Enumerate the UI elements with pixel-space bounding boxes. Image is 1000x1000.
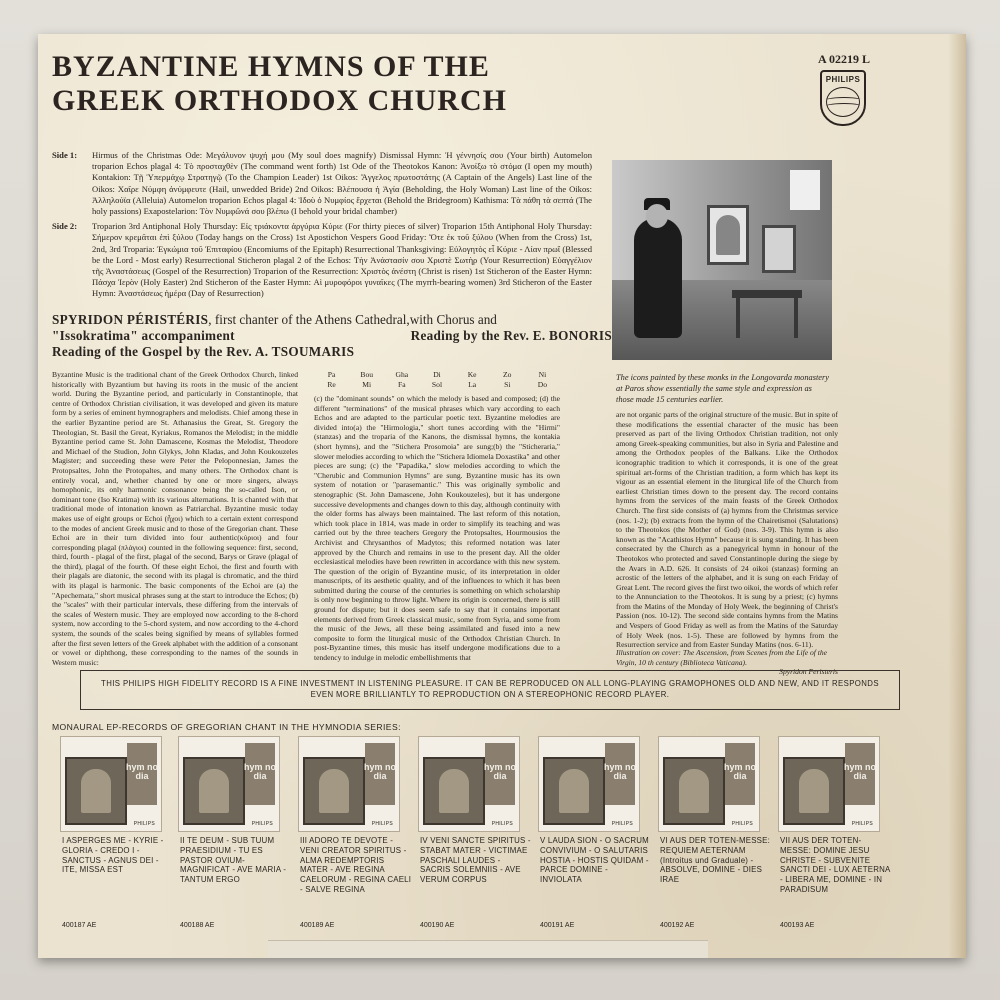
record-number: 400188 AE — [180, 922, 215, 929]
sleeve-bottom-wear — [268, 940, 708, 958]
thumb-brand: PHILIPS — [371, 821, 393, 827]
catalog-number: A 02219 L — [818, 52, 871, 66]
scale-cell: Pa — [327, 370, 336, 379]
hymnodia-logo: hym no dia — [243, 762, 276, 781]
record-thumbnail — [538, 736, 640, 832]
hymnodia-logo: hym no dia — [363, 762, 396, 781]
record-thumbnail — [658, 736, 760, 832]
credits-line-3 — [52, 344, 612, 360]
photo-table-leg — [794, 298, 798, 338]
chanter-name: SPYRIDON PÉRISTÉRIS — [52, 312, 209, 327]
side-2-label: Side 2: — [52, 221, 78, 232]
liner-notes-column-1: Byzantine Music is the traditional chant of the Greek Orthodox Church, linked historically with Byzantium but having its roots in the music of the ancient world. During the Byzantine period, and particularly in Constantinople, that centre of Orthodox Christian civilisation, it was developed and given its mature form by a series of eminent hymnographers and melodists. Chief among these in the earlier Byzantine period are St. Athanasius the Great, St. Gregory the Theologian, St. Basil the Great, Kyriakus, Romanos the Melodist; in the middle Byzantine period came St. John Damascene, Kosmas the Melodist, Theodore and Michael of the Studion, John Glykys, John Kladas, and John Koukouzeles Magister; and succeeding these were Peter the Peloponnesian, James the Protopsaltes, John the Protopaltes, and many others. The Orthodox chant is entirely vocal, and, whether chanted by one or more singers, always homophonic, its only harmonic consonance being the so-called Ison, or dominant tone (Iso Kratima) with its various alternations. It is chanted with that traditional mode of intonation known as Patriarchal. Byzantine music today makes use of eight groups or Echoi (ἦχοι) which to a certain extent correspond to the modes of ancient Greek music and to those of the Gregorian chant. These Echoi are in their turn divided into four authentic(κύριοι) and four corresponding plagal (πλάγιοι) counted in the following sequence: first, second, third, fourth - plagal of the first, plagal of the second, Barys or Grave (plagal of the third), plagal of the fourth. Of these eight Echoi, the first and fourth with their plagals are diatonic, the second with its plagal is chromatic, and the third with its plagal is harmonic. The basic components of the Echoi are (a) the "Apechemata," short musical phrases sung at the start to introduce the Echos; (b) the "scales" with their particular intervals, these differing from the intervals of the scales of Western music. They are employed now according to the 8-chord system, now according to the 5-chord system, and now according to the 4-chord system, the sounds of the scales being signified by means of syllables formed after the first seven letters of the Greek alphabet with the addition of a consonant or vowel or diphthong, these corresponding to the names of the sounds in Western music: — [52, 370, 298, 667]
side-2 — [52, 221, 592, 299]
photo-monk-head — [646, 204, 668, 228]
track-listing — [52, 150, 592, 304]
record-item — [290, 736, 412, 936]
side-1-tracks: Hirmus of the Christmas Ode: Μεγάλυνον ψυχή μου (My soul does magnify) Dismissal Hymn: Ἡ γέννησίς σου (Your birth) Automelon troparion Echos plagal 4: Τὸ προσταχθὲν (The command went forth) 1st Ode of the Theotokos Kanon: Ἀνοίξω τὸ στόμα (I open my mouth) Kontakion: Τῇ Ὑπερμάχῳ Στρατηγῷ (To the Champion Leader) 1st Oikos: Ἄγγελος πρωτοστάτης (A Captain of the Angels) Last line of the Oikos: Χαῖρε Νύμφη ἀνύμφευτε (Hail, unwedded Bride) 2nd Oikos: Βλέπουσα ἡ Ἁγία (Beholding, the Holy Woman) Last line of the Oikos: Ἀλληλούϊα (Alleluia) Automelon troparion Echos plagal 4: Ἰδοὺ ὁ Νυμφίος ἔρχεται (Behold the Bridegroom) Kathisma: Τὰ πάθη τὰ σεπτά (The holy passions) Exapostelarion: Τὸν Νυμφῶνά σου βλέπω (I behold your bridal chamber) — [92, 150, 592, 217]
scale-cell: Do — [537, 379, 548, 389]
record-thumbnail — [60, 736, 162, 832]
thumb-brand: PHILIPS — [611, 821, 633, 827]
philips-logo-text: PHILIPS — [825, 75, 861, 84]
photo-monk — [634, 218, 682, 338]
record-artwork — [663, 757, 725, 825]
scale-cell: Ke — [467, 370, 477, 379]
scale-cell: Si — [504, 379, 511, 389]
performer-credits — [52, 312, 612, 360]
credits-line-2 — [52, 328, 612, 344]
record-item — [650, 736, 768, 936]
thumb-brand: PHILIPS — [851, 821, 873, 827]
record-title: III ADORO TE DEVOTE - VENI CREATOR SPIRITUS - ALMA REDEMPTORIS MATER - AVE REGINA CAELORUM - REGINA CAELI - SALVE REGINA — [300, 836, 412, 894]
thumb-brand: PHILIPS — [491, 821, 513, 827]
record-item — [770, 736, 891, 936]
record-title: IV VENI SANCTE SPIRITUS - STABAT MATER - VICTIMAE PASCHALI LAUDES - SACRIS SOLEMNIIS - AVE VERUM CORPUS — [420, 836, 531, 885]
album-title-line2: GREEK ORTHODOX CHURCH — [52, 84, 507, 117]
chanter-role: , first chanter of the Athens Cathedral,with Chorus and — [208, 312, 497, 327]
record-artwork — [183, 757, 245, 825]
scale-cell: Zo — [503, 370, 512, 379]
hymnodia-logo: hym no dia — [603, 762, 636, 781]
hymnodia-logo: hym no dia — [483, 762, 516, 781]
record-number: 400189 AE — [300, 922, 335, 929]
thumb-brand: PHILIPS — [133, 821, 155, 827]
record-number: 400192 AE — [660, 922, 695, 929]
scale-cell: Gha — [395, 370, 409, 379]
thumb-brand: PHILIPS — [731, 821, 753, 827]
credits-line-1 — [52, 312, 612, 328]
record-title: II TE DEUM - SUB TUUM PRAESIDIUM - TU ES PASTOR OVIUM-MAGNIFICAT - AVE MARIA - TANTUM ERGO — [180, 836, 287, 885]
scale-syllable-table — [314, 370, 560, 389]
album-title — [52, 50, 612, 118]
photo-easel-2 — [762, 225, 796, 273]
scale-cell: Ni — [538, 370, 547, 379]
philips-waves-icon — [826, 87, 860, 117]
record-number: 400193 AE — [780, 922, 815, 929]
thumb-brand: PHILIPS — [251, 821, 273, 827]
photo-table-leg — [736, 298, 740, 338]
record-item — [410, 736, 531, 936]
hymnodia-logo: hym no dia — [723, 762, 756, 781]
photo-caption: The icons painted by these monks in the Longovarda monastery at Paros show essentially the same style and expression as those made 15 centuries earlier. — [616, 373, 829, 404]
record-item — [170, 736, 288, 936]
scale-cell: Bou — [360, 370, 374, 379]
sleeve-spine-edge — [948, 34, 966, 958]
photo-table — [732, 290, 802, 298]
record-thumbnail — [298, 736, 400, 832]
hifi-notice-box: THIS PHILIPS HIGH FIDELITY RECORD IS A FINE INVESTMENT IN LISTENING PLEASURE. IT CAN BE REPRODUCED ON ALL LONG-PLAYING GRAMOPHONES OLD AND NEW, AND IT RESPONDS EVEN MORE BRILLIANTLY TO REPRODUCTION ON A STEREOPHONIC RECORD PLAYER. — [80, 670, 900, 710]
record-artwork — [543, 757, 605, 825]
record-artwork — [303, 757, 365, 825]
record-artwork — [783, 757, 845, 825]
liner-notes-column-3: are not organic parts of the original structure of the music. But in spite of these modifications the essential character of the music has been preserved as part of the living Orthodox Christian tradition, not only among Greek-speaking communities, but also in Syria and Palestine and among the Orthodox peoples of the Balkans. Like the Orthodox iconographic tradition to which it corresponds, it is one of the great spiritual art-forms of the Christian tradition, a form which has kept its vigour as an essential element in the liturgical life of the Church from earliest Christian times down to the present day. The record contains hymns from the services of the main feasts of the Greek Orthodox Church. The first side consists of (a) hymns from the Christmas service (nos. 1-2); (b) extracts from the hymn of the Chairetismoi (Salutations) to the Theotokos (the Mother of God) (nos. 3-9). This hymn is also known as the "Acathistos Hymn" because it is sung standing. It has been consecrated by the Church as a panegyrical hymn in honour of the Theotokos who protected and saved Constantinople during the siege by the Avars in A.D. 626. It consists of 24 oikoi (stanzas) forming an acrostic of the letters of the alphabet, and it is sung on each Friday of Great Lent. The record gives the first two oikoi, the words of which refer to the Annunciation to the Theotokos. It is sung by a priest; (c) hymns from the Matins of the Monday of Holy Week, the beginning of Christ's Passion (nos. 10-12). The second side contains hymns from the Matins and Vespers of Good Friday as well as from the Matins of the Saturday of Holy Week (nos. 1-5). These are followed by hymns from the Resurrection service and from Easter Sunday Matins (nos. 6-11). — [616, 410, 838, 650]
scale-cell: Sol — [431, 379, 443, 389]
philips-shield-logo — [820, 70, 866, 126]
scale-cell: Fa — [398, 379, 406, 389]
cover-note-text: Illustration on cover: The Ascension, from Scenes from the Life of the Virgin, 10 th century (Biblioteca Vaticana). — [616, 648, 828, 667]
record-artwork — [65, 757, 127, 825]
scale-cell: La — [468, 379, 477, 389]
photo-icon-figure — [716, 215, 740, 255]
scale-cell: Mi — [362, 379, 372, 389]
side-1-label: Side 1: — [52, 150, 78, 160]
hymnodia-records-row — [52, 736, 912, 936]
liner-notes-column-2: (c) the "dominant sounds" on which the melody is based and composed; (d) the different "terminations" of the musical phrases which vary according to each Echos and are adapted to the particular poetic text. Byzantine melodies are divided into(a) the "Hirmologia," short tunes according with the "Hirmi" (stanzas) and the troparia of the Kanons, the dismissal hymns, the kontakia (short hymns), and the "Stichera Prosomoia" are sung;(b) the "Sticheraria," slower melodies according to which the "Stichera Idiomela Doxastika" and other pieces are sung; (c) the "Papadika," slow melodies according to which the "Cherubic and Communion Hymns" are sung. Byzantine music has its own system of notation or "parasemantic." This was originally symbolic and stenographic (St. John Damascene, John Koukouzeles), but it has undergone successive developments and changes down to this day, although continuity with the older forms has always been maintained. The last reform of this notation, which took place in 1814, was made in order to simplify its teaching and was carried out by the three teachers Gregory the Protopsaltes, Hourmousios the Archivist and Chrysanthos of Madytos; this reformed notation was later approved by the Church and remains in use to the present day. All the older ecclesiastical melodies have been rewritten in accordance with this new system. The question of the origin of Byzantine music, of its interpretation in older manuscripts, of its aesthetic quality, and of the influences to which it has been submitted during the course of the centuries is something on which scholarship is only now beginning to throw light. Where its origin is concerned, there is still ground for dispute; but it does seem safe to say that it contains important elements derived from Greek classical music, some from Syria, and some from the music of the Jews, all these being assimilated and fused into a new composite to form the liturgical music of the Orthodox Christian Church. In post-Byzantine times, this music has itself undergone modifications due to a tendency to indulge in melodic embellishments that — [314, 394, 560, 663]
record-title: V LAUDA SION - O SACRUM CONVIVIUM - O SALUTARIS HOSTIA - HOSTIS QUIDAM - PARCE DOMINE - INVIOLATA — [540, 836, 649, 885]
signature: Spyridon Peristeris — [779, 667, 838, 677]
scale-cell: Di — [433, 370, 441, 379]
record-number: 400190 AE — [420, 922, 455, 929]
side-1 — [52, 150, 592, 217]
record-thumbnail — [178, 736, 280, 832]
photo-window — [790, 170, 820, 210]
hymnodia-logo: hym no dia — [843, 762, 876, 781]
record-item — [52, 736, 170, 936]
monk-painter-photo — [612, 160, 832, 360]
record-item — [530, 736, 648, 936]
side-2-tracks: Troparion 3rd Antiphonal Holy Thursday: Εἰς τριάκοντα ἀργύρια Κύριε (For thirty pieces of silver) Troparion 15th Antiphonal Holy Thursday: Σήμερον κρεμᾶται ἐπὶ ξύλου (Today hangs on the Cross) 1st Apostichon Vespers Good Friday: Ὅτε ἐκ τοῦ ξύλου (When from the Cross) 1st, 2nd, 3rd Troparia: Ἐγκώμια τοῦ Ἐπιταφίου (Encomiums of the Epitaph) Resurrectional Thanksgiving: Εὐλογητὸς εἶ Κύριε - Λίαν πρωΐ (Blessed be the Lord - Most early) Resurrectional Sticheron plagal 2 of the Echos: Τὴν Ἀνάστασίν σου Χριστὲ Σωτὴρ (Your Resurrection) Εὐαγγέλιον τῆς Ἀναστάσεως (Gospel of the Resurrection) Troparion of the Resurrection: Χριστὸς ἀνέστη (Christ is risen) 1st Sticheron of the Easter Hymn: Πάσχα Ἱερὸν (Holy Easter) 2nd Sticheron of the Easter Hymn: Αἱ μυροφόροι γυναῖκες (The myrrh-bearing women) 3rd Sticheron of the Easter Hymn: Ἀναστάσεως ἡμέρα (Day of Resurrection) — [92, 221, 592, 299]
record-title: VI AUS DER TOTEN-MESSE: REQUIEM AETERNAM (Introitus und Graduale) - ABSOLVE, DOMINE - DIES IRAE — [660, 836, 770, 885]
reader-tsoumaris: Reading of the Gospel by the Rev. A. TSOUMARIS — [52, 344, 355, 359]
record-number: 400191 AE — [540, 922, 575, 929]
accompaniment: "Issokratima" accompaniment — [52, 328, 235, 343]
hymnodia-logo: hym no dia — [125, 762, 158, 781]
record-thumbnail — [418, 736, 520, 832]
album-title-line1: BYZANTINE HYMNS OF THE — [52, 50, 490, 83]
record-thumbnail — [778, 736, 880, 832]
record-title: I ASPERGES ME - KYRIE - GLORIA - CREDO I - SANCTUS - AGNUS DEI - ITE, MISSA EST — [62, 836, 164, 875]
reader-bonoris: Reading by the Rev. E. BONORIS — [410, 328, 612, 343]
record-title: VII AUS DER TOTEN-MESSE: DOMINE JESU CHRISTE - SUBVENITE SANCTI DEI - LUX AETERNA - LIBERA ME, DOMINE - IN PARADISUM — [780, 836, 891, 894]
record-artwork — [423, 757, 485, 825]
record-number: 400187 AE — [62, 922, 97, 929]
scale-cell: Re — [327, 379, 336, 389]
series-heading: MONAURAL EP-RECORDS OF GREGORIAN CHANT IN THE HYMNODIA SERIES: — [52, 722, 401, 732]
